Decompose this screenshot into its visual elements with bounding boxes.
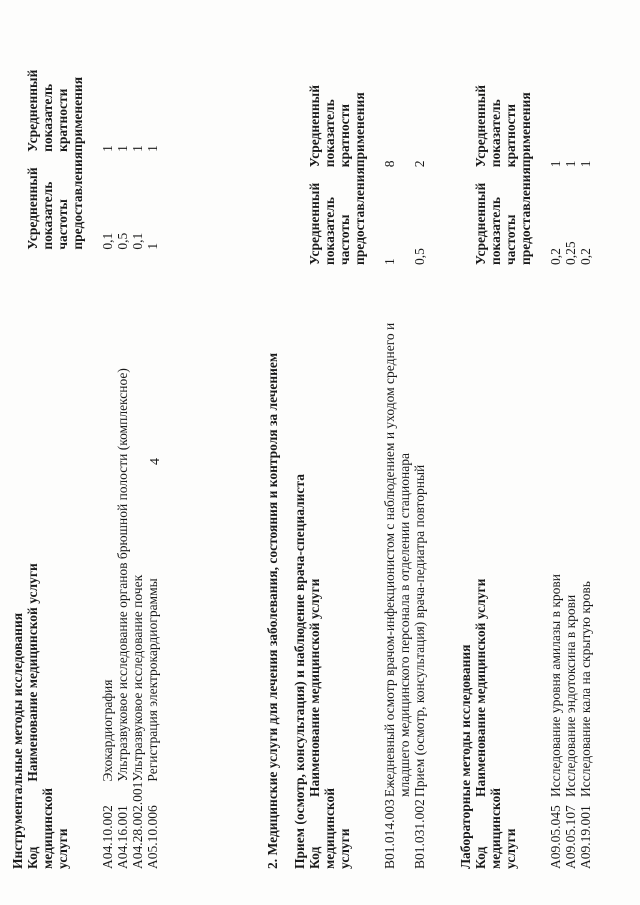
cell-code: B01.031.002 [412,799,427,869]
cell-multiplicity: 1 [130,145,145,152]
table-header-row [307,77,367,869]
table-row [145,62,160,869]
header-code: Код медицинской услуги [307,787,352,869]
cell-multiplicity: 1 [548,160,563,168]
cell-code: A04.16.001 [115,805,130,869]
cell-code: A09.05.045 [548,805,563,869]
block-title: Инструментальные методы исследования [10,612,25,869]
cell-name: Исследование эндотоксина в крови [563,594,578,797]
services-table [473,77,593,869]
cell-multiplicity: 1 [115,145,130,152]
cell-name: Ультразвуковое исследование органов брюшной полости (комплексное) [115,368,130,782]
cell-frequency: 0,5 [115,232,130,250]
header-frequency: Усредненный показатель частоты предоставления [307,167,367,265]
cell-name: Исследование уровня амилазы в крови [548,573,563,797]
cell-multiplicity: 1 [578,160,593,168]
table-row [382,77,412,869]
cell-code: A09.05.107 [563,805,578,869]
header-frequency: Усредненный показатель частоты предоставления [473,167,533,265]
cell-name: Ежедневный осмотр врачом-инфекционистом с наблюдением и уходом среднего и младшего медицинского персонала в отделении стационара [382,322,412,797]
cell-code: A04.10.002 [100,805,115,869]
cell-multiplicity: 1 [100,145,115,152]
header-multiplicity: Усредненный показатель кратности применения [25,69,85,152]
header-name: Наименование медицинской услуги [25,563,40,782]
cell-multiplicity: 2 [412,160,427,168]
table-row [115,62,130,869]
header-multiplicity: Усредненный показатель кратности применения [473,85,533,168]
table-row [548,77,563,869]
table-row [412,77,427,869]
cell-frequency: 0,2 [578,248,593,265]
cell-frequency: 0,1 [100,232,115,250]
table-row [100,62,115,869]
cell-multiplicity: 1 [563,160,578,168]
cell-code: B01.014.003 [382,799,397,869]
table-header-row [25,62,85,869]
cell-multiplicity: 8 [382,160,397,168]
table-row [578,77,593,869]
header-frequency: Усредненный показатель частоты предоставления [25,151,85,250]
cell-frequency: 0,2 [548,248,563,265]
cell-name: Исследование кала на скрытую кровь [578,581,593,797]
consultation-block [292,29,427,869]
cell-code: A04.28.002.001 [130,781,145,869]
laboratory-methods-block [458,29,593,869]
cell-frequency: 0,1 [130,232,145,250]
table-row [130,62,145,869]
block-title: Прием (осмотр, консультация) и наблюдение врача-специалиста [292,474,307,869]
cell-frequency: 1 [382,258,397,265]
cell-frequency: 1 [145,242,160,250]
services-table [307,77,427,869]
cell-frequency: 0,5 [412,248,427,265]
header-code: Код медицинской услуги [473,787,518,869]
cell-name: Эхокардиография [100,679,115,782]
cell-multiplicity: 1 [145,145,160,152]
cell-code: A05.10.006 [145,805,160,869]
services-table [25,62,160,869]
header-multiplicity: Усредненный показатель кратности применения [307,85,367,168]
instrumental-methods-block [10,29,160,869]
cell-name: Ультразвуковое исследование почек [130,574,145,782]
section-title: 2. Медицинские услуги для лечения заболевания, состояния и контроля за лечением [265,352,280,869]
table-row [563,77,578,869]
cell-name: Прием (осмотр, консультация) врача-педиатра повторный [412,464,427,797]
block-title: Лабораторные методы исследования [458,644,473,869]
cell-name: Регистрация электрокардиограммы [145,578,160,782]
cell-code: A09.19.001 [578,805,593,869]
page-number: 4 [148,458,163,465]
header-code: Код медицинской услуги [25,787,70,869]
header-name: Наименование медицинской услуги [473,578,488,797]
header-name: Наименование медицинской услуги [307,578,322,797]
cell-frequency: 0,25 [563,241,578,265]
table-header-row [473,77,533,869]
